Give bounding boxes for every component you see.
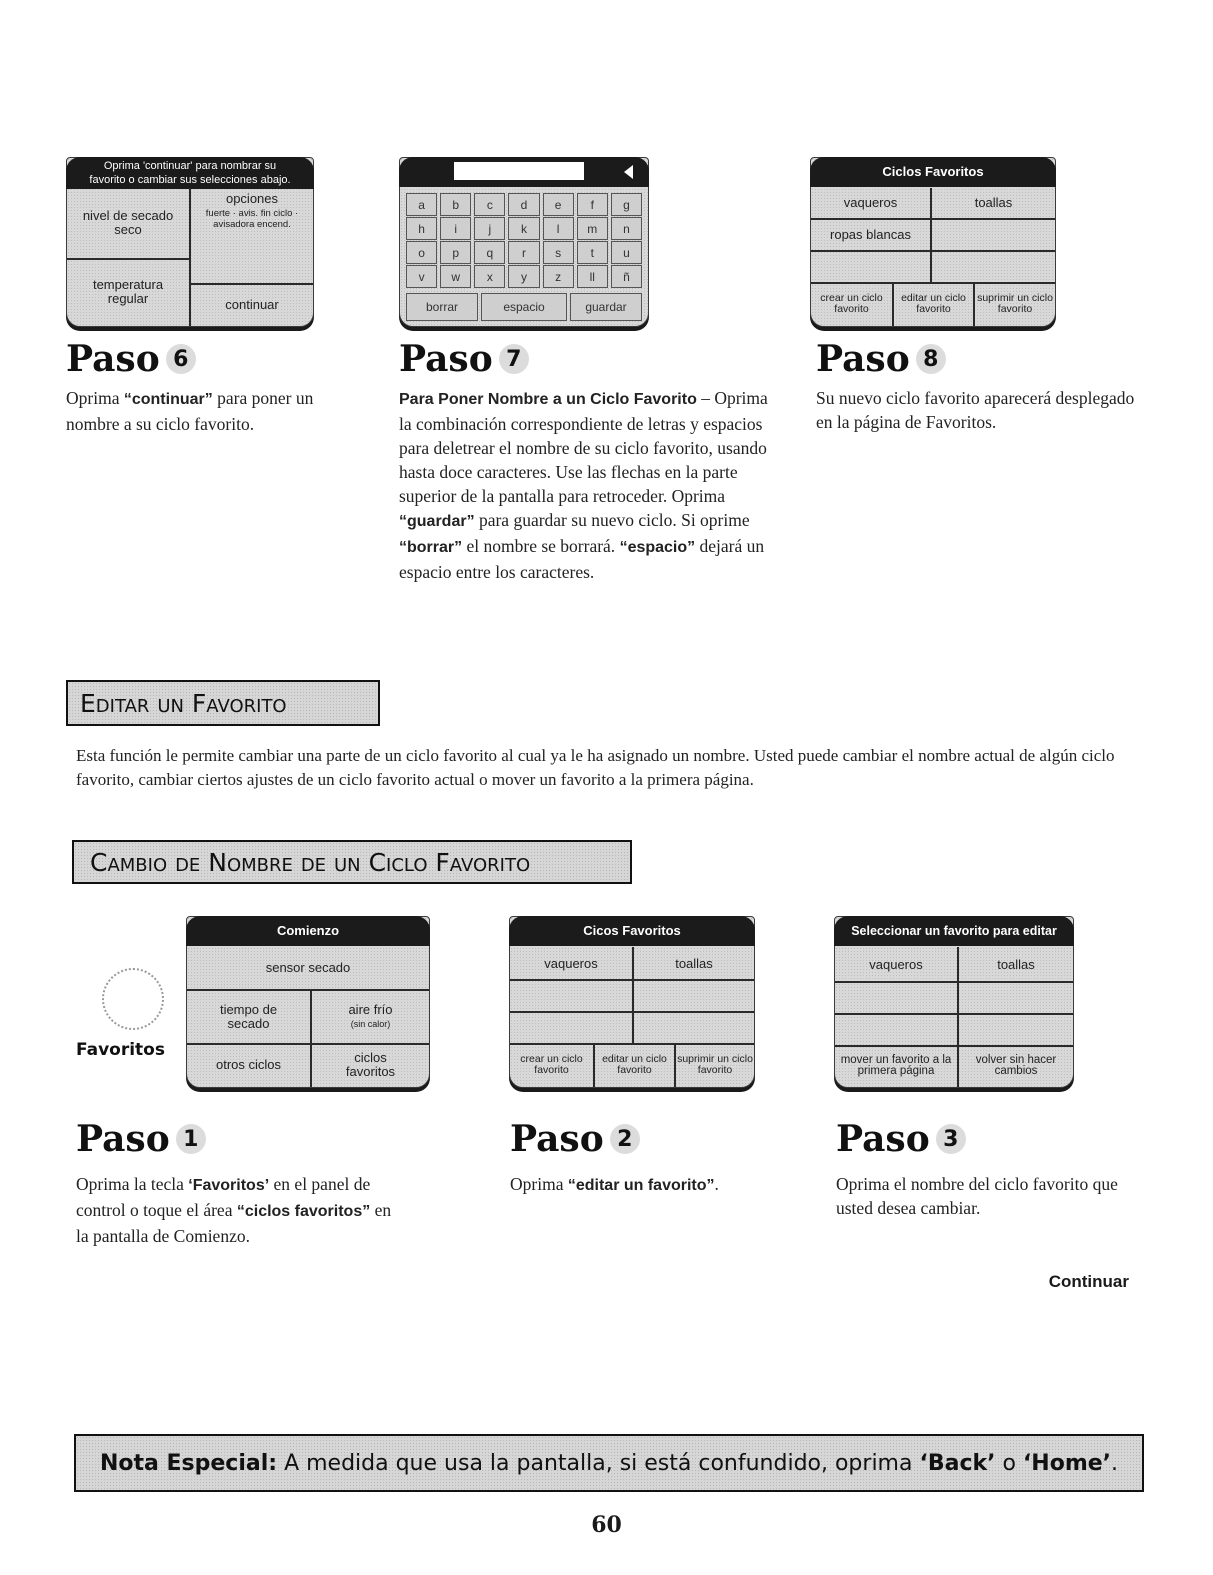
suprimir-favorito-button[interactable]: suprimir un ciclo favorito [677, 1053, 753, 1076]
key[interactable]: m [577, 217, 608, 240]
section-editar-title: Editar un Favorito [66, 680, 380, 726]
otros-ciclos-button[interactable]: otros ciclos [215, 1057, 282, 1072]
step1-number-icon: 1 [176, 1124, 206, 1154]
step2-heading [510, 1118, 640, 1160]
step6-number-icon: 6 [166, 344, 196, 374]
key[interactable]: u [611, 241, 642, 264]
step6-screen [66, 157, 314, 327]
step3-heading [836, 1118, 966, 1160]
key[interactable]: y [508, 265, 539, 288]
ciclos-favoritos-button[interactable]: ciclos favoritos [345, 1050, 396, 1079]
step1-text: Oprima la tecla ‘Favoritos’ en el panel de control o toque el área “ciclos favoritos” en la pantalla de Comienzo. [76, 1174, 392, 1246]
step7-number-icon: 7 [499, 344, 529, 374]
step2-text: Oprima “editar un favorito”. [510, 1174, 719, 1194]
key[interactable]: z [543, 265, 574, 288]
key[interactable]: o [406, 241, 437, 264]
page-number: 60 [591, 1512, 622, 1538]
key[interactable]: v [406, 265, 437, 288]
step8-number-icon: 8 [916, 344, 946, 374]
key[interactable]: a [406, 193, 437, 216]
step8-text: Su nuevo ciclo favorito aparecerá desplegado en la página de Favoritos. [816, 388, 1135, 432]
step3-text: Oprima el nombre del ciclo favorito que usted desea cambiar. [836, 1174, 1118, 1218]
favoritos-key-label: Favoritos [76, 1040, 165, 1060]
fav-vaqueros-button[interactable]: vaqueros [843, 195, 898, 210]
volver-sin-cambios-button[interactable]: volver sin hacer cambios [975, 1054, 1057, 1077]
fav-toallas-button[interactable]: toallas [974, 195, 1013, 210]
step1-paso-label: Paso [76, 1118, 170, 1160]
step3-number-icon: 3 [936, 1124, 966, 1154]
opciones-values: fuerte · avis. fin ciclo · avisadora encend. [205, 208, 299, 230]
opciones-label: opciones [225, 191, 279, 206]
key[interactable]: r [508, 241, 539, 264]
keyboard-row-4 [406, 265, 642, 288]
fav-vaqueros-button[interactable]: vaqueros [869, 957, 923, 972]
section-editar-text: Esta función le permite cambiar una parte de un ciclo favorito al cual ya le ha asignado un nombre. Usted puede cambiar el nombre actual de algún ciclo favorito, cambiar ciertos ajustes de un ciclo favorito actual o mover un favorito a la primera página. [76, 746, 1115, 789]
key[interactable]: q [474, 241, 505, 264]
key[interactable]: f [577, 193, 608, 216]
aire-frio-label: aire frío [348, 1002, 393, 1017]
step6-heading [66, 338, 196, 380]
key[interactable]: c [474, 193, 505, 216]
key[interactable]: h [406, 217, 437, 240]
key[interactable]: ñ [611, 265, 642, 288]
borrar-button[interactable]: borrar [406, 293, 478, 321]
key[interactable]: t [577, 241, 608, 264]
step3-screen [834, 916, 1074, 1088]
key[interactable]: n [611, 217, 642, 240]
guardar-button[interactable]: guardar [570, 293, 642, 321]
step6-paso-label: Paso [66, 338, 160, 380]
step8-paso-label: Paso [816, 338, 910, 380]
nota-especial-banner: Nota Especial: A medida que usa la pantalla, si está confundido, oprima ‘Back’ o ‘Home’. [74, 1434, 1144, 1492]
key[interactable]: x [474, 265, 505, 288]
fav-ropas-blancas-button[interactable]: ropas blancas [830, 227, 911, 242]
espacio-button[interactable]: espacio [481, 293, 567, 321]
step8-heading [816, 338, 946, 380]
tiempo-secado-button[interactable]: tiempo de secado [219, 1002, 278, 1031]
step2-screen [509, 916, 755, 1088]
key[interactable]: g [611, 193, 642, 216]
step1-screen-header: Comienzo [186, 916, 430, 946]
fav-toallas-button[interactable]: toallas [997, 957, 1035, 972]
aire-frio-button[interactable] [312, 991, 429, 1043]
step6-text: Oprima “continuar” para poner un nombre a su ciclo favorito. [66, 388, 314, 434]
continuar-link[interactable]: Continuar [1048, 1272, 1129, 1291]
temperatura-button[interactable] [67, 262, 189, 322]
step7-text: Para Poner Nombre a un Ciclo Favorito – Oprima la combinación correspondiente de letras y espacios para deletrear el nombre de su ciclo favorito, usando hasta doce caracteres. Use las flechas en la parte superior de la pantalla para retroceder. Oprima “guardar” para guardar su nuevo ciclo. Si oprime “borrar” el nombre se borrará. “espacio” dejará un espacio entre los caracteres. [399, 388, 768, 582]
fav-vaqueros-button[interactable]: vaqueros [544, 956, 598, 971]
key[interactable]: s [543, 241, 574, 264]
keyboard-bottom-row [406, 293, 642, 321]
editar-favorito-button[interactable]: editar un ciclo favorito [602, 1053, 667, 1076]
step2-paso-label: Paso [510, 1118, 604, 1160]
step3-screen-header: Seleccionar un favorito para editar [834, 916, 1074, 946]
nivel-secado-button[interactable] [67, 190, 189, 256]
step7-paso-label: Paso [399, 338, 493, 380]
temperatura-value: regular [107, 291, 149, 306]
nivel-secado-label: nivel de secado [82, 208, 174, 223]
step2-screen-header: Cicos Favoritos [509, 916, 755, 946]
step6-screen-header: Oprima 'continuar' para nombrar su favorito o cambiar sus selecciones abajo. [66, 157, 314, 189]
key[interactable]: d [508, 193, 539, 216]
key[interactable]: w [440, 265, 471, 288]
temperatura-label: temperatura [92, 277, 164, 292]
continuar-button[interactable]: continuar [225, 297, 279, 312]
name-input[interactable] [454, 162, 584, 180]
fav-toallas-button[interactable]: toallas [675, 956, 713, 971]
section-cambio-title: Cambio de Nombre de un Ciclo Favorito [72, 840, 632, 884]
key[interactable]: p [440, 241, 471, 264]
step1-screen [186, 916, 430, 1088]
key[interactable]: e [543, 193, 574, 216]
key[interactable]: b [440, 193, 471, 216]
step8-screen [810, 157, 1056, 327]
step8-screen-header: Ciclos Favoritos [810, 157, 1056, 187]
nivel-secado-value: seco [114, 222, 142, 237]
suprimir-favorito-button[interactable]: suprimir un ciclo favorito [977, 292, 1053, 315]
mover-favorito-button[interactable]: mover un favorito a la primera página [840, 1054, 952, 1077]
key[interactable]: l [543, 217, 574, 240]
keyboard-row-2 [406, 217, 642, 240]
step1-heading [76, 1118, 206, 1160]
crear-favorito-button[interactable]: crear un ciclo favorito [520, 1053, 583, 1076]
opciones-button[interactable] [191, 190, 313, 282]
key[interactable]: k [508, 217, 539, 240]
step7-screen [399, 157, 649, 327]
step7-input-bar [399, 157, 649, 187]
sensor-secado-button[interactable]: sensor secado [265, 960, 351, 975]
crear-favorito-button[interactable]: crear un ciclo favorito [820, 292, 883, 315]
key[interactable]: ll [577, 265, 608, 288]
favoritos-key-icon [102, 968, 164, 1030]
keyboard-row-3 [406, 241, 642, 264]
step3-paso-label: Paso [836, 1118, 930, 1160]
back-arrow-icon[interactable] [624, 165, 633, 179]
keyboard-row-1 [406, 193, 642, 216]
sin-calor-label: (sin calor) [350, 1019, 391, 1029]
editar-favorito-button[interactable]: editar un ciclo favorito [901, 292, 966, 315]
step2-number-icon: 2 [610, 1124, 640, 1154]
step7-heading [399, 338, 529, 380]
key[interactable]: i [440, 217, 471, 240]
key[interactable]: j [474, 217, 505, 240]
